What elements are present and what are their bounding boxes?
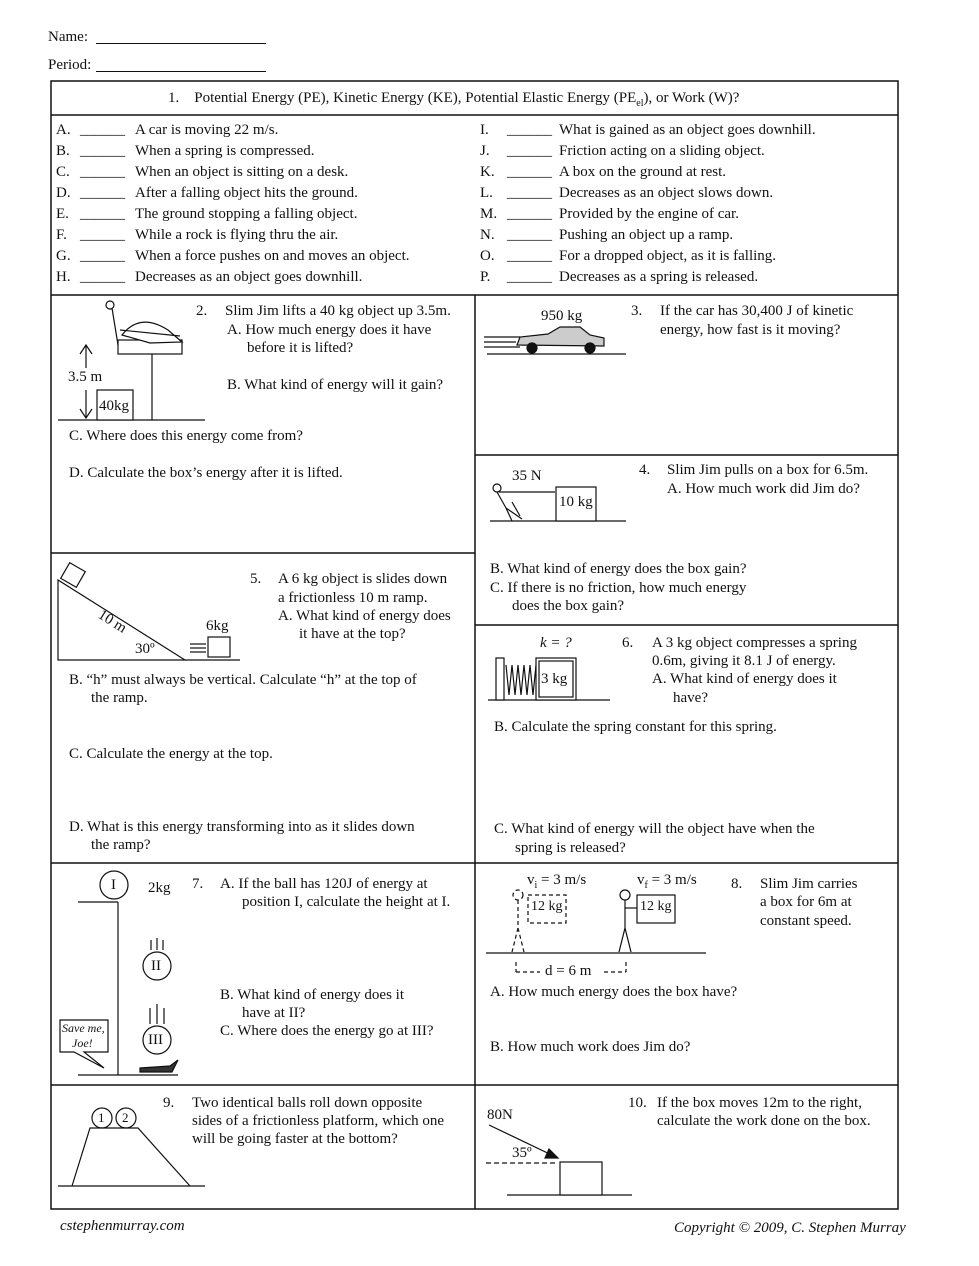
q1-item-text: While a rock is flying thru the air.	[135, 227, 339, 243]
q8-mass-label-start: 12 kg	[531, 899, 563, 914]
q9-stem-cont: sides of a frictionless platform, which one	[192, 1113, 445, 1129]
q6-part-c: C. What kind of energy will the object have when the	[494, 821, 815, 837]
q8-diagram	[486, 890, 706, 972]
q1-item-text: When a spring is compressed.	[135, 143, 315, 159]
q5-angle-label: 30º	[135, 641, 155, 657]
answer-blank[interactable]: ______	[507, 185, 552, 201]
q4-part-a: A. How much work did Jim do?	[667, 481, 860, 497]
q5-part-b-cont: the ramp.	[91, 690, 148, 706]
q1-title: 1. Potential Energy (PE), Kinetic Energy (KE), Potential Elastic Energy $(PE_{el})$, or Work (W)?	[168, 90, 740, 109]
answer-blank[interactable]: ______	[507, 227, 552, 243]
q10-diagram	[486, 1125, 632, 1195]
answer-blank[interactable]: ______	[507, 248, 552, 264]
q8-stem-cont2: constant speed.	[760, 913, 852, 929]
q9-ball-2: 2	[122, 1110, 129, 1125]
q2-part-b: B. What kind of energy will it gain?	[227, 377, 444, 393]
q7-speech-bubble-cont: Joe!	[72, 1036, 93, 1050]
q9-stem-cont2: will be going faster at the bottom?	[192, 1131, 398, 1147]
period-label: Period:	[48, 57, 92, 73]
answer-blank[interactable]: ______	[507, 164, 552, 180]
q10-number: 10.	[628, 1095, 647, 1111]
name-label: Name:	[48, 29, 88, 45]
q5-stem-cont: a frictionless 10 m ramp.	[278, 590, 428, 606]
q4-part-c-cont: does the box gain?	[512, 598, 625, 614]
q8-stem: Slim Jim carries	[760, 876, 858, 892]
q8-part-b: B. How much work does Jim do?	[490, 1039, 691, 1055]
q1-item-text: Friction acting on a sliding object.	[559, 143, 765, 159]
q3-mass-label: 950 kg	[541, 308, 583, 324]
q10-angle-label: 35º	[512, 1145, 532, 1161]
q5-stem: A 6 kg object is slides down	[278, 571, 448, 587]
q5-number: 5.	[250, 571, 262, 587]
answer-blank[interactable]: ______	[80, 206, 125, 222]
q6-part-a: A. What kind of energy does it	[652, 671, 837, 687]
q1-item-text: Decreases as a spring is released.	[559, 269, 759, 285]
q1-item-text: The ground stopping a falling object.	[135, 206, 358, 222]
q10-stem-cont: calculate the work done on the box.	[657, 1113, 871, 1129]
q2-height-label: 3.5 m	[68, 369, 103, 385]
q6-stem: A 3 kg object compresses a spring	[652, 635, 857, 651]
q1-item-text: For a dropped object, as it is falling.	[559, 248, 777, 264]
q1-item: H.	[56, 269, 71, 285]
footer-copyright: Copyright © 2009, C. Stephen Murray	[674, 1220, 906, 1236]
q1-item: N.	[480, 227, 495, 243]
q6-part-c-cont: spring is released?	[515, 840, 626, 856]
q7-part-b: B. What kind of energy does it	[220, 987, 404, 1003]
q1-item: E.	[56, 206, 69, 222]
q5-length-label: 10 m	[94, 606, 130, 637]
q3-stem-cont: energy, how fast is it moving?	[660, 322, 841, 338]
q1-item: P.	[480, 269, 491, 285]
q7-speech-bubble: Save me,	[62, 1021, 105, 1035]
q1-item: L.	[480, 185, 493, 201]
q1-item: F.	[56, 227, 67, 243]
footer-site: cstephenmurray.com	[60, 1218, 185, 1234]
q5-part-d: D. What is this energy transforming into as it slides down	[69, 819, 415, 835]
q2-mass-label: 40kg	[99, 398, 129, 414]
q4-diagram	[490, 484, 626, 521]
q7-part-b-cont: have at II?	[242, 1005, 306, 1021]
q4-part-b: B. What kind of energy does the box gain?	[490, 561, 747, 577]
q1-item: D.	[56, 185, 71, 201]
q2-number: 2.	[196, 303, 208, 319]
q5-part-c: C. Calculate the energy at the top.	[69, 746, 273, 762]
q5-part-b: B. “h” must always be vertical. Calculate “h” at the top of	[69, 672, 417, 688]
q1-item: B.	[56, 143, 70, 159]
answer-blank[interactable]: ______	[80, 248, 125, 264]
q5-part-d-cont: the ramp?	[91, 837, 151, 853]
q2-part-a-cont: before it is lifted?	[247, 340, 354, 356]
q8-distance-label: d = 6 m	[545, 963, 592, 979]
q1-item-text: What is gained as an object goes downhill.	[559, 122, 816, 138]
q1-item-text: When a force pushes on and moves an object.	[135, 248, 410, 264]
q8-number: 8.	[731, 876, 743, 892]
q6-part-a-cont: have?	[673, 690, 708, 706]
q1-item: G.	[56, 248, 71, 264]
q8-mass-label-end: 12 kg	[640, 899, 672, 914]
q1-item-text: Decreases as an object slows down.	[559, 185, 774, 201]
q10-force-label: 80N	[487, 1107, 513, 1123]
q1-item: O.	[480, 248, 495, 264]
q7-part-a-cont: position I, calculate the height at I.	[242, 894, 451, 910]
q4-part-c: C. If there is no friction, how much energy	[490, 580, 747, 596]
q2-stem: Slim Jim lifts a 40 kg object up 3.5m.	[225, 303, 451, 319]
q1-item-text: Provided by the engine of car.	[559, 206, 739, 222]
answer-blank[interactable]: ______	[507, 143, 552, 159]
q5-mass-label: 6kg	[206, 618, 229, 634]
q6-stem-cont: 0.6m, giving it 8.1 J of energy.	[652, 653, 836, 669]
q6-mass-label: 3 kg	[541, 671, 568, 687]
q5-part-a-cont: it have at the top?	[299, 626, 406, 642]
answer-blank[interactable]: ______	[80, 122, 125, 138]
q4-stem: Slim Jim pulls on a box for 6.5m.	[667, 462, 869, 478]
q1-item: K.	[480, 164, 495, 180]
q4-force-label: 35 N	[512, 468, 542, 484]
answer-blank[interactable]: ______	[80, 185, 125, 201]
q9-number: 9.	[163, 1095, 175, 1111]
q8-initial-velocity: $v_i = 3$ m/s	[527, 872, 587, 891]
answer-blank[interactable]: ______	[507, 122, 552, 138]
q2-part-c: C. Where does this energy come from?	[69, 428, 303, 444]
q7-part-c: C. Where does the energy go at III?	[220, 1023, 434, 1039]
q9-hill-diagram	[58, 1108, 205, 1186]
answer-blank[interactable]: ______	[80, 164, 125, 180]
q1-item: A.	[56, 122, 71, 138]
q1-item: J.	[480, 143, 490, 159]
q7-position-3: III	[148, 1032, 163, 1048]
q7-position-1: I	[111, 877, 116, 893]
q2-part-d: D. Calculate the box’s energy after it is lifted.	[69, 465, 343, 481]
answer-blank[interactable]: ______	[507, 269, 552, 285]
q7-part-a: A. If the ball has 120J of energy at	[220, 876, 428, 892]
q1-item: M.	[480, 206, 498, 222]
q3-number: 3.	[631, 303, 643, 319]
q3-car-diagram	[484, 327, 626, 354]
q8-part-a: A. How much energy does the box have?	[490, 984, 738, 1000]
q6-number: 6.	[622, 635, 634, 651]
q1-item: I.	[480, 122, 489, 138]
q2-diagram	[58, 301, 208, 420]
q6-k-label: k = ?	[540, 635, 572, 651]
answer-blank[interactable]: ______	[80, 269, 125, 285]
q9-stem: Two identical balls roll down opposite	[192, 1095, 423, 1111]
q8-stem-cont: a box for 6m at	[760, 894, 852, 910]
q7-number: 7.	[192, 876, 204, 892]
q1-item-text: A car is moving 22 m/s.	[135, 122, 279, 138]
q3-stem: If the car has 30,400 J of kinetic	[660, 303, 854, 319]
q9-ball-1: 1	[98, 1110, 105, 1125]
q5-part-a: A. What kind of energy does	[278, 608, 451, 624]
q1-item-text: Pushing an object up a ramp.	[559, 227, 734, 243]
q1-item: C.	[56, 164, 70, 180]
q4-mass-label: 10 kg	[559, 494, 593, 510]
q1-item-text: After a falling object hits the ground.	[135, 185, 358, 201]
q4-number: 4.	[639, 462, 651, 478]
q10-stem: If the box moves 12m to the right,	[657, 1095, 862, 1111]
answer-blank[interactable]: ______	[507, 206, 552, 222]
q1-item-text: A box on the ground at rest.	[559, 164, 727, 180]
q2-part-a: A. How much energy does it have	[227, 322, 432, 338]
q1-item-text: Decreases as an object goes downhill.	[135, 269, 363, 285]
answer-blank[interactable]: ______	[80, 227, 125, 243]
q7-mass-label: 2kg	[148, 880, 171, 896]
q1-item-text: When an object is sitting on a desk.	[135, 164, 349, 180]
answer-blank[interactable]: ______	[80, 143, 125, 159]
q8-final-velocity: $v_f = 3$ m/s	[637, 872, 697, 891]
q7-position-2: II	[151, 958, 161, 974]
q6-part-b: B. Calculate the spring constant for this spring.	[494, 719, 777, 735]
